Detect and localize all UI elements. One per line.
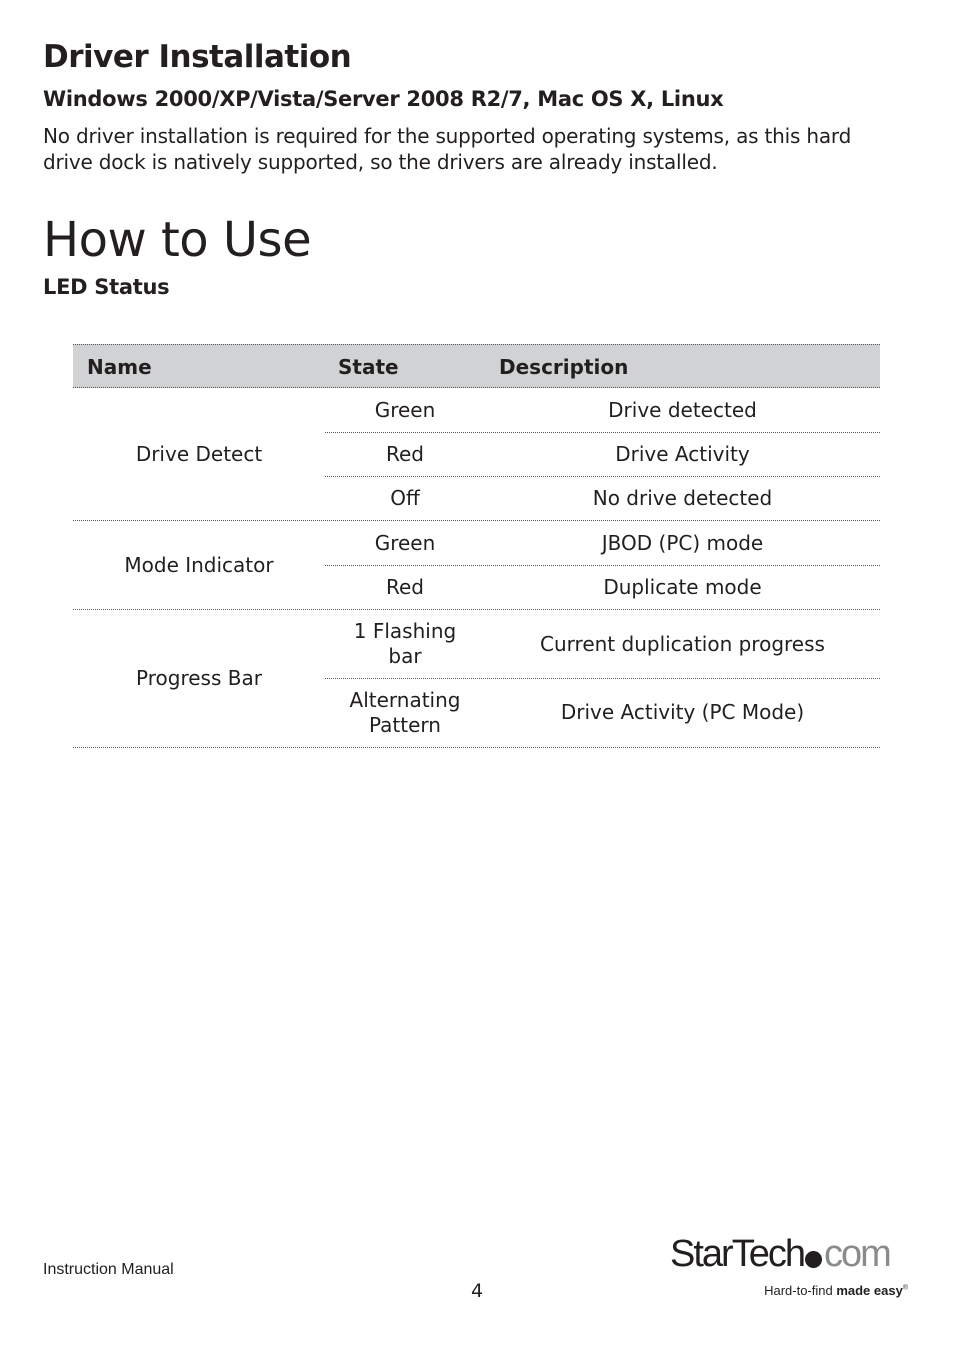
header-name: Name <box>87 355 152 379</box>
description-cell: Drive Activity <box>615 442 750 466</box>
group-name-cell: Drive Detect <box>135 441 263 466</box>
group-name-cell: Mode Indicator <box>124 552 274 577</box>
header-state: State <box>338 355 399 379</box>
state-cell: Off <box>390 485 420 510</box>
logo-dot-icon <box>805 1251 822 1268</box>
description-cell: Duplicate mode <box>603 575 762 599</box>
led-status-table <box>73 344 880 748</box>
section-title-driver-installation: Driver Installation <box>43 39 352 75</box>
os-support-heading: Windows 2000/XP/Vista/Server 2008 R2/7, Mac OS X, Linux <box>43 87 724 111</box>
group-name-cell: Progress Bar <box>136 666 262 690</box>
description-cell: Current duplication progress <box>540 631 825 656</box>
description-cell: No drive detected <box>592 485 773 510</box>
description-cell: Drive detected <box>608 397 757 422</box>
page-number: 4 <box>470 1280 484 1302</box>
logo-tagline: Hard-to-find made easy® <box>764 1283 908 1298</box>
led-status-heading: LED Status <box>43 275 170 299</box>
description-cell: Drive Activity (PC Mode) <box>560 700 805 724</box>
footer-label: Instruction Manual <box>43 1261 174 1278</box>
logo-wordmark: StarTech com <box>670 1233 890 1275</box>
table-header-row <box>73 344 880 388</box>
state-cell: 1 Flashing bar <box>353 619 457 668</box>
state-cell: Red <box>386 442 424 466</box>
section-title-how-to-use: How to Use <box>43 212 312 268</box>
state-cell: Red <box>386 575 424 599</box>
description-cell: JBOD (PC) mode <box>601 530 764 555</box>
state-cell: Green <box>374 530 436 555</box>
state-cell: Green <box>374 397 436 422</box>
driver-installation-text: No driver installation is required for the supported operating systems, as this hard drive dock is natively supported, so the drivers are already installed. <box>43 124 852 174</box>
state-cell: Alternating Pattern <box>349 687 461 737</box>
header-description: Description <box>499 355 629 379</box>
startech-logo <box>670 1232 910 1304</box>
